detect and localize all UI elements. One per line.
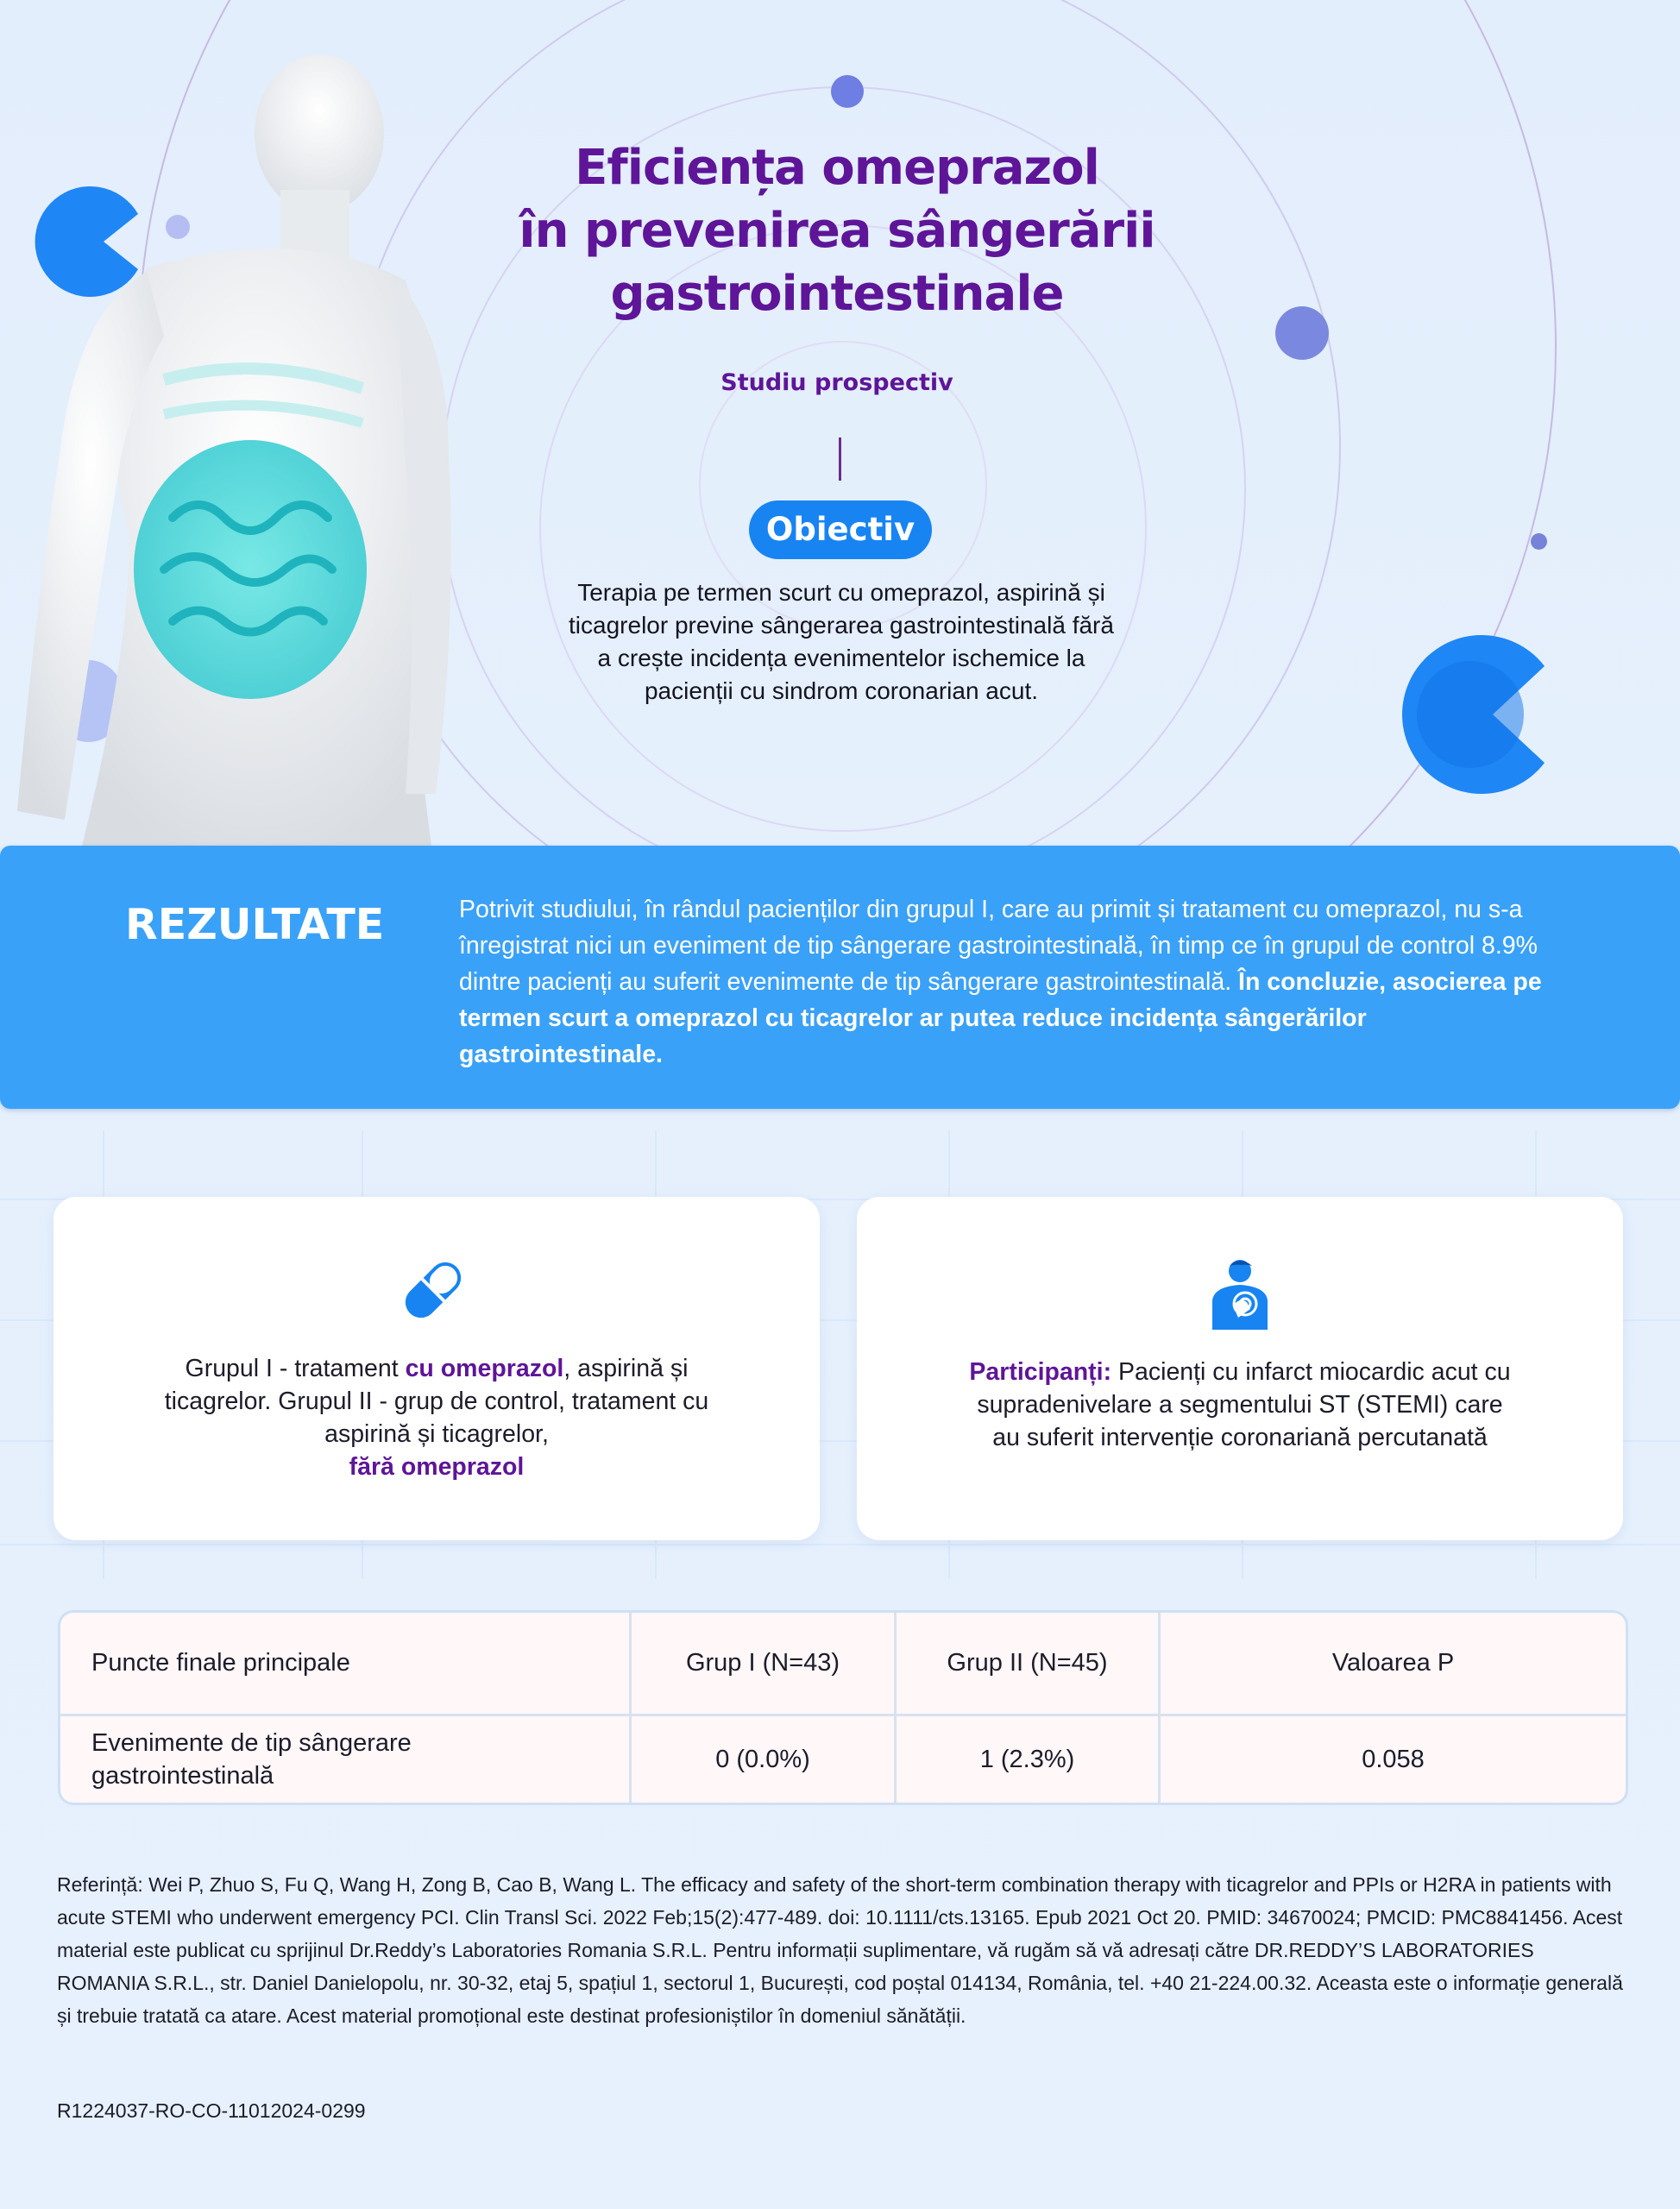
decor-blue-arc-right	[1391, 623, 1555, 806]
title-line: Eficiența omeprazol	[575, 140, 1099, 196]
table-cell-endpoint: Evenimente de tip sângerare gastrointestinală	[91, 1729, 412, 1790]
chest-pain-patient-icon	[1207, 1256, 1273, 1330]
groups-text-part: , aspirină și ticagrelor. Grupul II - grup de control, tratament cu aspirină și ticagrelor,	[164, 1355, 709, 1448]
decor-dot	[831, 75, 864, 108]
pill-icon	[397, 1254, 469, 1326]
participants-card	[857, 1197, 1623, 1540]
groups-text-part: Grupul I - tratament	[185, 1355, 406, 1382]
table-header-group1: Grup I (N=43)	[685, 1649, 840, 1677]
table-header-group2: Grup II (N=45)	[947, 1649, 1108, 1677]
groups-accent-omeprazol: cu omeprazol	[405, 1355, 564, 1382]
reference-text: Referință: Wei P, Zhuo S, Fu Q, Wang H, Zong B, Cao B, Wang L. The efficacy and safety of the short-term combination therapy with ticagrelor and PPIs or H2RA in patients with acute STEMI who underwent emergency PCI. Clin Transl Sci. 2022 Feb;15(2):477-489. doi: 10.1111/cts.13165. Epub 2021 Oct 20. PMID: 34670024; PMCID: PMC8841456. Acest material este publicat cu sprijinul Dr.Reddy’s Laboratories Romania S.R.L. Pentru informații suplimentare, vă rugăm să vă adresați către DR.REDDY’S LABORATORIES ROMANIA S.R.L., str. Daniel Danielopolu, nr. 30-32, etaj 5, spațiul 1, sectorul 1, București, cod poștal 014134, România, tel. +40 21-224.00.32. Aceasta este o informație generală și trebuie tratată ca atare. Acest material promoțional este destinat profesioniștilor în domeniul sănătății.	[57, 1873, 1623, 2027]
results-heading: REZULTATE	[125, 900, 385, 949]
results-body: Potrivit studiului, în rândul pacienților din grupul I, care au primit și tratament cu omeprazol, nu s-a înregistrat nici un eveniment de tip sângerare gastrointestinală, în timp ce în grupul de control 8.9% dintre pacienți au suferit evenimente de tip sângerare gastrointestinală.	[459, 896, 1538, 996]
results-text	[459, 891, 1546, 1073]
endpoints-table	[58, 1610, 1628, 1805]
groups-card	[53, 1197, 820, 1540]
groups-description	[160, 1352, 713, 1483]
table-header-endpoint: Puncte finale principale	[91, 1649, 350, 1677]
decor-dot	[1275, 306, 1329, 360]
participants-text: Pacienți cu infarct miocardic acut cu supradenivelare a segmentului ST (STEMI) care au suferit intervenție coronariană percutanată	[977, 1358, 1511, 1451]
decor-dot	[1531, 533, 1547, 550]
anatomy-figure-illustration	[0, 52, 483, 846]
divider-line	[839, 437, 841, 481]
study-type-subtitle: Studiu prospectiv	[720, 369, 953, 396]
results-conclusion: În concluzie, asocierea pe termen scurt a omeprazol cu ticagrelor ar putea reduce incidența sângerărilor gastrointestinale.	[459, 968, 1542, 1068]
table-cell-group2: 1 (2.3%)	[979, 1745, 1075, 1773]
table-cell-pvalue: 0.058	[1362, 1745, 1425, 1773]
participants-description	[964, 1356, 1516, 1454]
groups-accent-no-omeprazol: fără omeprazol	[349, 1453, 525, 1481]
page-title	[457, 136, 1217, 325]
title-line: gastrointestinale	[610, 266, 1064, 322]
objective-text: Terapia pe termen scurt cu omeprazol, aspirină și ticagrelor previne sângerarea gastrointestinală fără a crește incidența evenimentelor ischemice la pacienții cu sindrom coronarian acut.	[569, 579, 1114, 704]
table-header-pvalue: Valoarea P	[1331, 1649, 1455, 1677]
objective-badge: Obiectiv	[749, 500, 932, 559]
title-line: în prevenirea sângerării	[519, 203, 1155, 259]
table-cell-group1: 0 (0.0%)	[715, 1745, 810, 1773]
participants-label: Participanți:	[969, 1358, 1112, 1386]
material-code: R1224037-RO-CO-11012024-0299	[57, 2099, 366, 2122]
